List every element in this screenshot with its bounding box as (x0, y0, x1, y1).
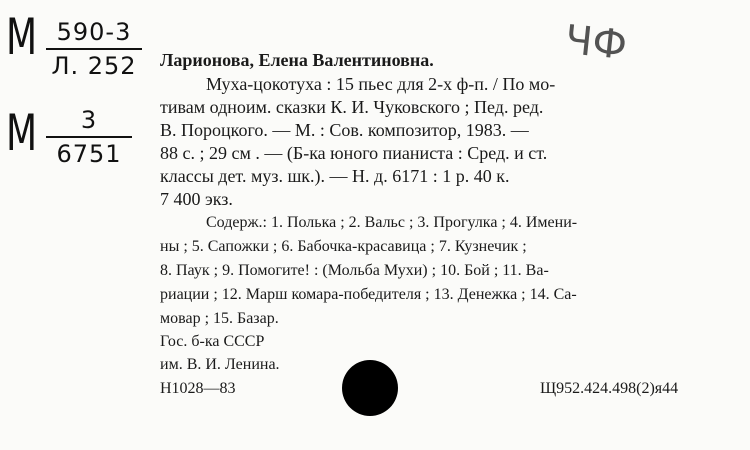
handwritten-note: ЧФ (562, 16, 630, 70)
entry-line: В. Пороцкого. — М. : Сов. композитор, 1983. — (160, 120, 529, 140)
contents-line: риации ; 12. Марш комара-победителя ; 13. Денежка ; 14. Са- (160, 286, 577, 303)
classification-index: Щ952.424.498(2)я44 (540, 380, 679, 397)
shelfmark-fraction-1 (46, 20, 142, 78)
shelfmark-numerator-1: 590-3 (46, 20, 142, 50)
shelfmark-letter-2: М (6, 104, 38, 162)
entry-line: тивам одноим. сказки К. И. Чуковского ; Пед. ред. (160, 97, 544, 117)
punch-hole (342, 360, 398, 416)
shelfmark-denominator-1: Л. 252 (51, 52, 137, 80)
library-line: им. В. И. Ленина. (160, 356, 280, 373)
library-line: Гос. б-ка СССР (160, 333, 265, 350)
contents-line: 8. Паук ; 9. Помогите! : (Мольба Мухи) ; 10. Бой ; 11. Ва- (160, 262, 549, 279)
entry-line: 7 400 экз. (160, 189, 233, 209)
entry-line: 88 с. ; 29 см . — (Б-ка юного пианиста : Сред. и ст. (160, 143, 548, 163)
card-number: Н1028—83 (160, 380, 236, 397)
entry-line: классы дет. муз. шк.). — Н. д. 6171 : 1 р. 40 к. (160, 166, 510, 186)
shelfmark-denominator-2: 6751 (56, 140, 122, 168)
contents-line: Содерж.: 1. Полька ; 2. Вальс ; 3. Прогулка ; 4. Имени- (206, 214, 578, 231)
entry-line: Муха-цокотуха : 15 пьес для 2-х ф-п. / По мо- (206, 74, 556, 94)
shelfmark-numerator-2: 3 (46, 108, 132, 138)
contents-line: ны ; 5. Сапожки ; 6. Бабочка-красавица ; 7. Кузнечик ; (160, 238, 527, 255)
shelfmark-letter-1: М (6, 8, 38, 66)
author-heading: Ларионова, Елена Валентиновна. (160, 50, 434, 70)
contents-line: мовар ; 15. Базар. (160, 310, 279, 327)
shelfmark-fraction-2 (46, 108, 132, 166)
